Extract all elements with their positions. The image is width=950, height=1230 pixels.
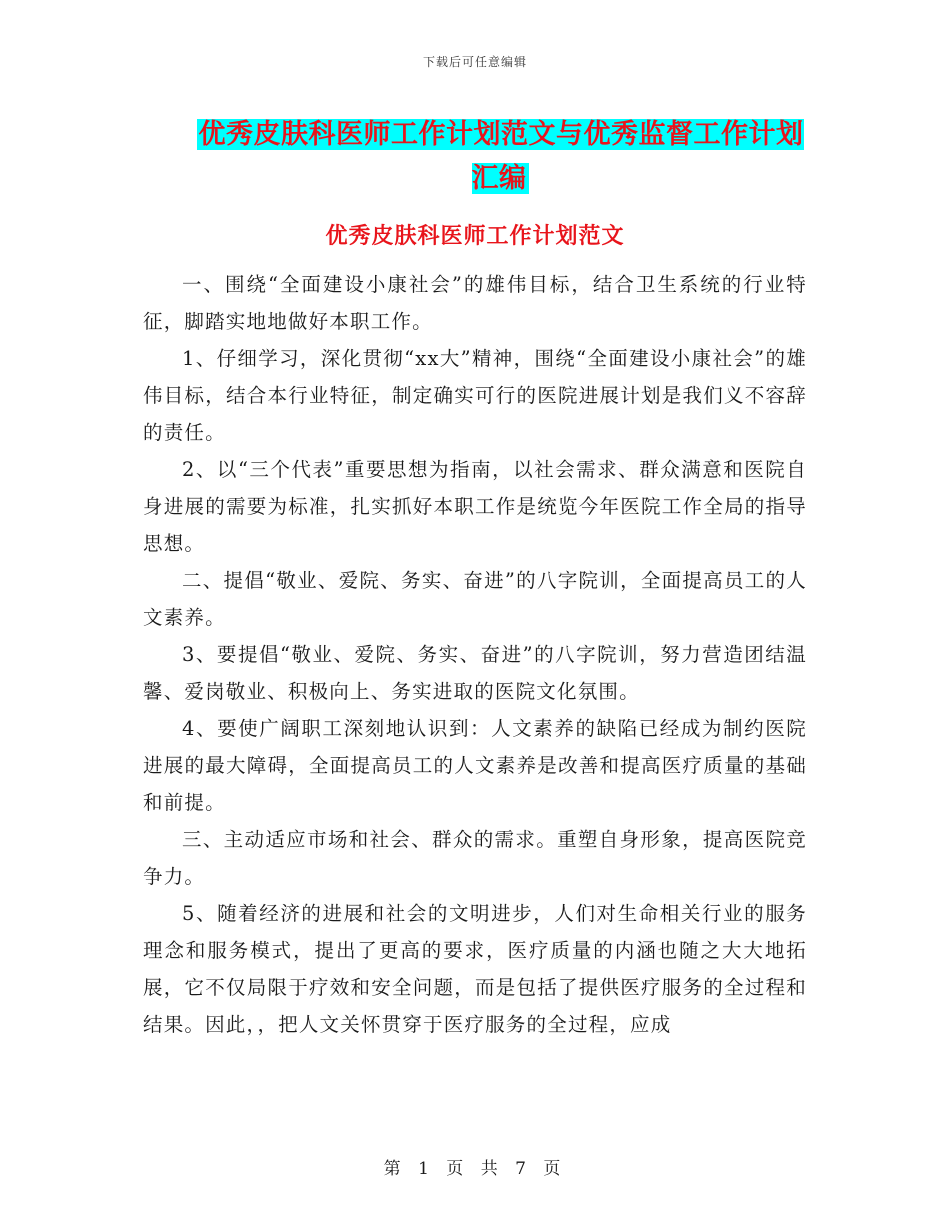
paragraph: 2、以“三个代表”重要思想为指南，以社会需求、群众满意和医院自身进展的需要为标准，扎实抓好本职工作是统览今年医院工作全局的指导思想。 [143,458,807,555]
page-number: 第 1 页 共 7 页 [383,1159,567,1179]
section-title: 优秀皮肤科医师工作计划范文 [325,223,625,249]
paragraph: 一、围绕“全面建设小康社会”的雄伟目标，结合卫生系统的行业特征，脚踏实地地做好本职工作。 [143,273,807,333]
document-title-text: 优秀皮肤科医师工作计划范文与优秀监督工作计划汇编 [198,119,804,194]
document-body [143,266,807,1043]
paragraph: 三、主动适应市场和社会、群众的需求。重塑自身形象，提高医院竞争力。 [143,828,807,888]
paragraph: 5、随着经济的进展和社会的文明进步，人们对生命相关行业的服务理念和服务模式，提出了更高的要求，医疗质量的内涵也随之大大地拓展，它不仅局限于疗效和安全问题，而是包括了提供医疗服务的全过程和结果。因此，，把人文关怀贯穿于医疗服务的全过程，应成 [143,902,807,1036]
paragraph: 1、仔细学习，深化贯彻“xx大”精神，围绕“全面建设小康社会”的雄伟目标，结合本行业特征，制定确实可行的医院进展计划是我们义不容辞的责任。 [143,347,807,444]
paragraph: 3、要提倡“敬业、爱院、务实、奋进”的八字院训，努力营造团结温馨、爱岗敬业、积极向上、务实进取的医院文化氛围。 [143,643,807,703]
paragraph: 二、提倡“敬业、爱院、务实、奋进”的八字院训，全面提高员工的人文素养。 [143,569,807,629]
paragraph: 4、要使广阔职工深刻地认识到：人文素养的缺陷已经成为制约医院进展的最大障碍，全面提高员工的人文素养是改善和提高医疗质量的基础和前提。 [143,717,807,814]
document-title [190,113,810,201]
page-header-note: 下载后可任意编辑 [422,55,527,69]
